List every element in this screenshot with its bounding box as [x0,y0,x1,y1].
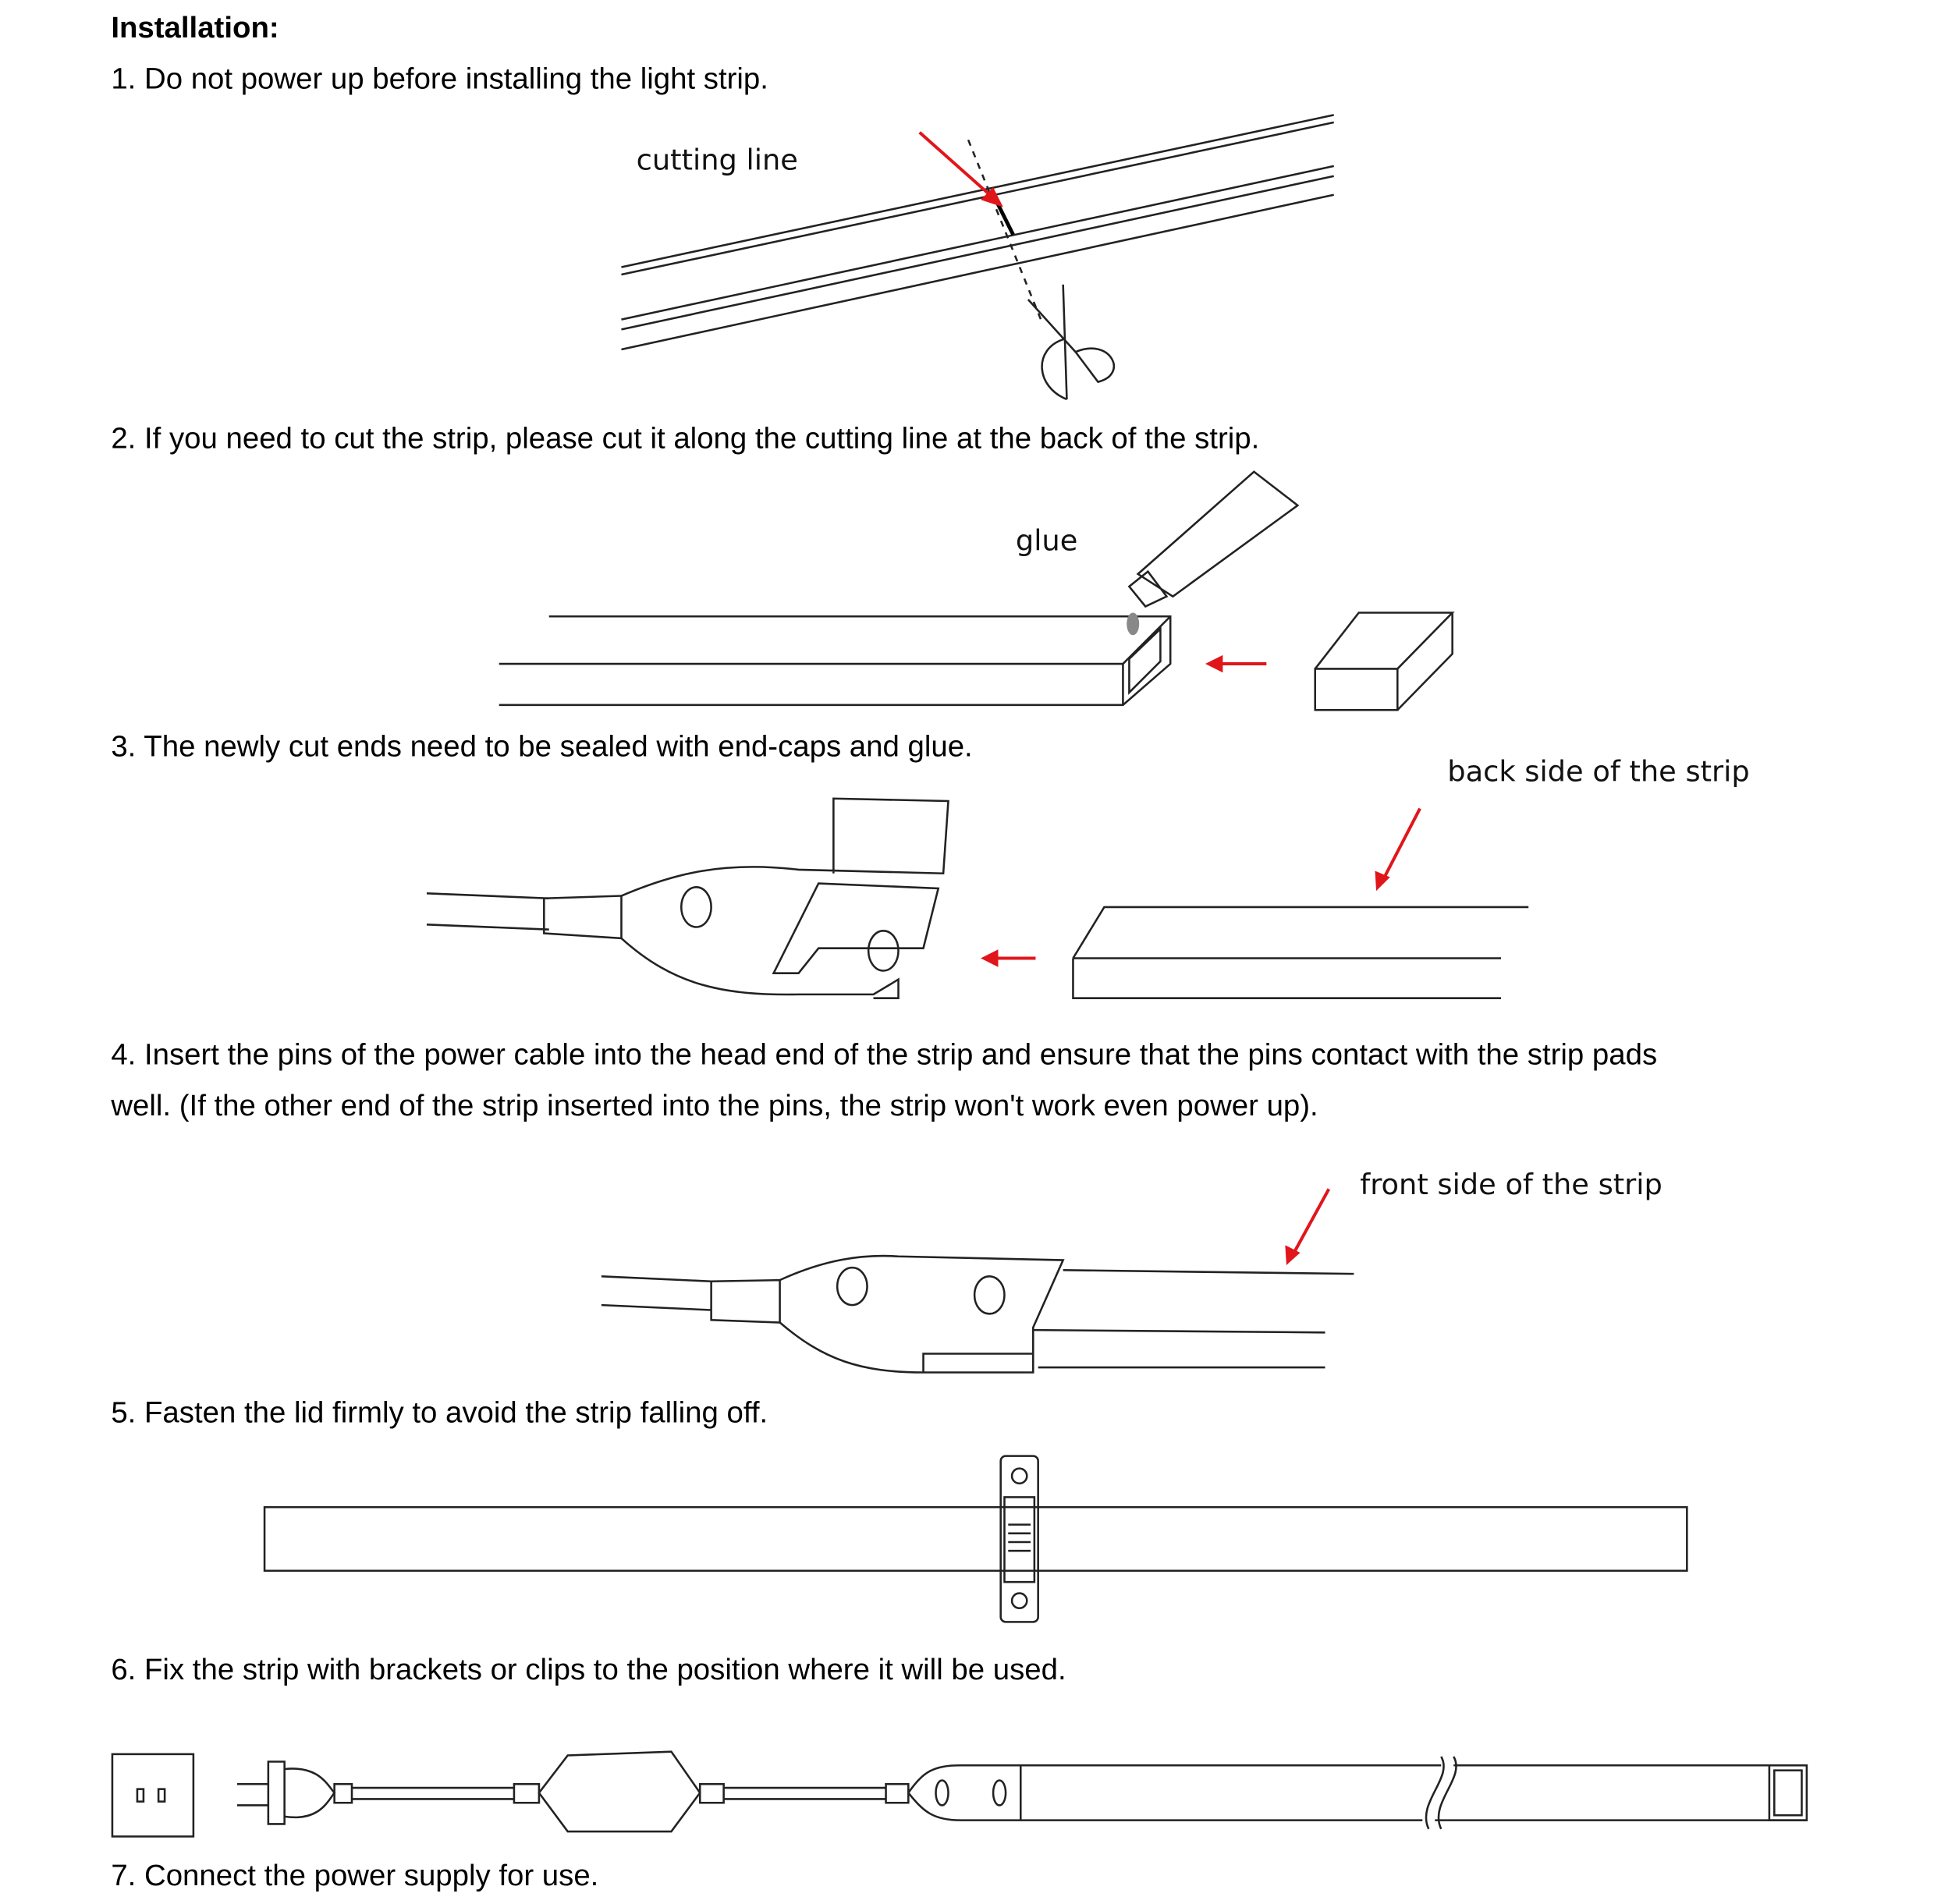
glue-tube-icon [1129,472,1297,607]
back-side-label: back side of the strip [1447,754,1750,789]
glue-label: glue [1015,523,1078,558]
cutting-diagram [621,115,1333,399]
step-5: 5. Fasten the lid firmly to avoid the strip falling off. [111,1395,768,1430]
page-title: Installation: [111,11,279,45]
step-7: 7. Connect the power supply for use. [111,1858,599,1892]
bracket-diagram [264,1456,1687,1622]
step-2: 2. If you need to cut the strip, please cut it along the cutting line at the back of the strip. [111,421,1260,456]
step-4-line-2: well. (If the other end of the strip inserted into the pins, the strip won't work even power up). [111,1089,1318,1123]
step-4-line-1: 4. Insert the pins of the power cable into the head end of the strip and ensure that the pins contact with the strip pads [111,1037,1658,1072]
step-3: 3. The newly cut ends need to be sealed with end-caps and glue. [111,729,973,764]
step-6: 6. Fix the strip with brackets or clips to the position where it will be used. [111,1652,1066,1686]
outlet-icon [112,1754,193,1837]
connector-back-diagram [427,754,1750,998]
step-1: 1. Do not power up before installing the light strip. [111,62,768,96]
scissors-icon [1028,285,1114,399]
front-side-label: front side of the strip [1360,1167,1663,1201]
connector-front-diagram [601,1168,1663,1373]
power-connection-diagram [112,1752,1807,1837]
endcap-glue-diagram [499,472,1453,710]
cutting-line-label: cutting line [636,143,798,177]
